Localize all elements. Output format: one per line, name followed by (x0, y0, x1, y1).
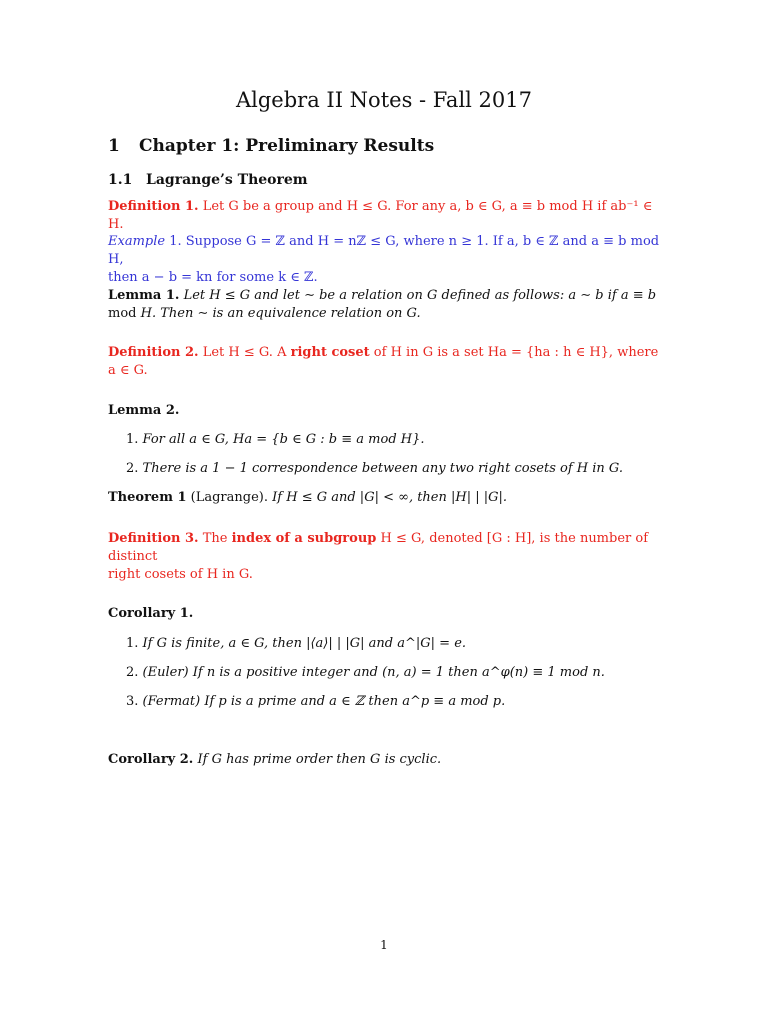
definition-3-text-a: The (202, 531, 228, 546)
example-1-label: Example (108, 234, 166, 249)
example-1-line2: then a − b = kn for some k ∈ ℤ. (108, 270, 318, 285)
corollary-2-label: Corollary 2. (108, 752, 194, 767)
example-1-number: 1. (169, 234, 182, 249)
lemma-2-item-1 (126, 431, 660, 449)
definition-2-text-a: Let H ≤ G. A (202, 345, 287, 360)
definition-2-term: right coset (290, 345, 370, 360)
theorem-1-label: Theorem 1 (108, 490, 187, 505)
corollary-1-item-1-text: If G is finite, a ∈ G, then |⟨a⟩| | |G| and a^|G| = e. (142, 636, 467, 651)
definition-2 (108, 344, 660, 380)
page-number: 1 (380, 938, 388, 952)
theorem-1-name: (Lagrange). (190, 490, 268, 505)
corollary-1-item-1 (126, 635, 660, 653)
corollary-1-label: Corollary 1. (108, 606, 194, 621)
corollary-1-item-2 (126, 664, 660, 682)
lemma-2-label: Lemma 2. (108, 403, 180, 418)
definition-2-line2: a ∈ G. (108, 363, 148, 378)
lemma-1-label: Lemma 1. (108, 288, 180, 303)
corollary-1-item-3-number: 3. (126, 694, 139, 709)
lemma-2-item-1-number: 1. (126, 432, 139, 447)
lemma-1-line2: H. Then ∼ is an equivalence relation on G. (140, 306, 421, 321)
definition-3-term: index of a subgroup (231, 531, 377, 546)
lemma-1 (108, 287, 660, 323)
definition-1-label: Definition 1. (108, 199, 199, 214)
definition-2-text-b: of H in G is a set Ha = {ha : h ∈ H}, where (373, 345, 659, 360)
subsection-number: 1.1 (108, 172, 133, 188)
corollary-1-item-2-number: 2. (126, 665, 139, 680)
definition-3-label: Definition 3. (108, 531, 199, 546)
definition-3-line2: right cosets of H in G. (108, 567, 253, 582)
lemma-1-line1: Let H ≤ G and let ∼ be a relation on G defined as follows: a ∼ b if a ≡ b (183, 288, 657, 303)
subsection-heading (108, 172, 308, 188)
lemma-2-item-2-text: There is a 1 − 1 correspondence between any two right cosets of H in G. (142, 461, 623, 476)
lemma-2-item-1-text: For all a ∈ G, Ha = {b ∈ G : b ≡ a mod H}. (142, 432, 425, 447)
lemma-2-item-2 (126, 460, 660, 478)
example-1 (108, 233, 660, 287)
corollary-1-item-3 (126, 693, 660, 711)
corollary-2 (108, 751, 660, 769)
lemma-1-mod: mod (108, 306, 137, 321)
definition-1 (108, 198, 660, 234)
example-1-line1: Suppose G = ℤ and H = nℤ ≤ G, where n ≥ 1. If a, b ∈ ℤ and a ≡ b mod H, (108, 234, 660, 267)
document-title: Algebra II Notes - Fall 2017 (235, 88, 533, 112)
theorem-1 (108, 489, 660, 507)
corollary-1-item-2-text: (Euler) If n is a positive integer and (n, a) = 1 then a^φ(n) ≡ 1 mod n. (142, 665, 605, 680)
definition-3-text-b: H ≤ G, denoted [G : H], is the number of distinct (108, 531, 649, 564)
theorem-1-text: If H ≤ G and |G| < ∞, then |H| | |G|. (272, 490, 508, 505)
lemma-2-item-2-number: 2. (126, 461, 139, 476)
section-heading (108, 136, 434, 156)
corollary-1-item-1-number: 1. (126, 636, 139, 651)
definition-2-label: Definition 2. (108, 345, 199, 360)
section-title: Chapter 1: Preliminary Results (139, 136, 435, 156)
definition-1-text: Let G be a group and H ≤ G. For any a, b ∈ G, a ≡ b mod H if ab⁻¹ ∈ H. (108, 199, 653, 232)
corollary-1-item-3-text: (Fermat) If p is a prime and a ∈ ℤ then a^p ≡ a mod p. (142, 694, 506, 709)
section-number: 1 (108, 136, 120, 156)
corollary-2-text: If G has prime order then G is cyclic. (197, 752, 442, 767)
subsection-title: Lagrange’s Theorem (146, 172, 308, 188)
definition-3 (108, 530, 660, 584)
